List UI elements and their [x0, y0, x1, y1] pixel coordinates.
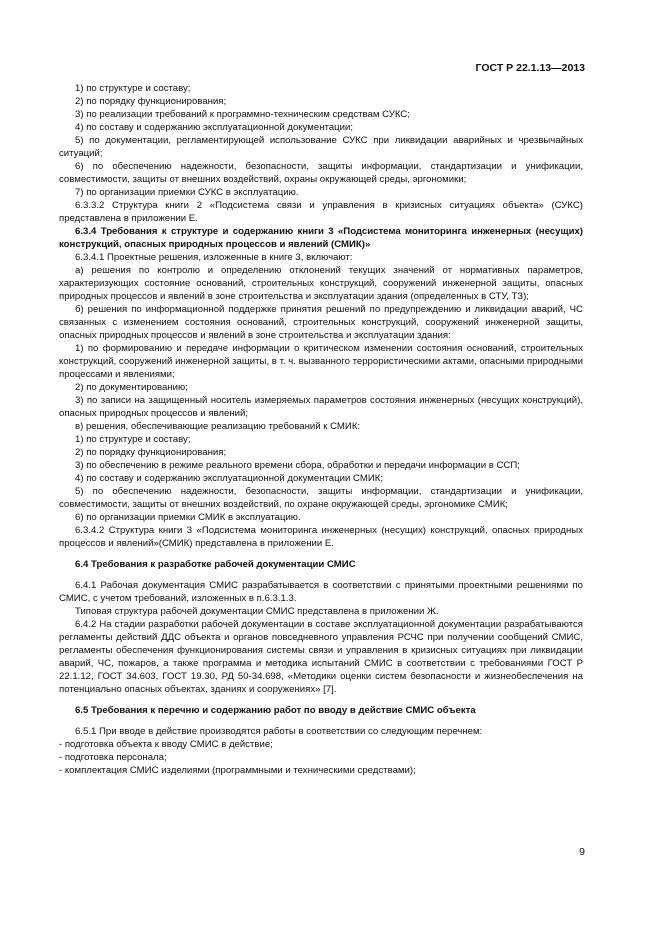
paragraph: а) решения по контролю и определению отклонений текущих значений от нормативных параметров, характеризующих состояние оснований, строительных конструкций, сооружений инженерной защиты, опасных природных процессов и явлений в зоне строительства и эксплуатации здания (определенных в СТУ, ТЗ); — [59, 265, 583, 302]
paragraph: в) решения, обеспечивающие реализацию требований к СМИК: — [75, 421, 361, 432]
list-item: 3) по реализации требований к программно-техническим средствам СУКС; — [75, 109, 410, 120]
list-item: 5) по документации, регламентирующей использование СУКС при ликвидации аварийных и чрезвычайных ситуаций; — [59, 135, 583, 159]
paragraph: 6.3.4.2 Структура книги 3 «Подсистема мониторинга инженерных (несущих) конструкций, опасных природных процессов и явлений»(СМИК) представлена в приложении Е. — [59, 525, 583, 549]
list-item: 4) по составу и содержанию эксплуатационной документации СМИК; — [75, 473, 383, 484]
paragraph: б) решения по информационной поддержке принятия решений по предупреждению и ликвидации аварий, ЧС связанных с изменением состояния оснований, строительных конструкций, сооружений инженерной защиты, опасных природных процессов и явлений в зоне строительства и эксплуатации здания: — [59, 304, 583, 341]
list-item: 6) по организации приемки СМИК в эксплуатацию. — [75, 512, 301, 523]
list-item: - подготовка персонала; — [59, 752, 167, 763]
list-item: 6) по обеспечению надежности, безопасности, защиты информации, стандартизации и унификации, совместимости, защиты от внешних воздействий, охраны окружающей среды, эргономики; — [59, 161, 583, 185]
paragraph: Типовая структура рабочей документации СМИС представлена в приложении Ж. — [75, 606, 439, 617]
list-item: 1) по структуре и составу; — [75, 83, 191, 94]
document-body — [59, 82, 583, 777]
list-item: 2) по документированию; — [75, 382, 188, 393]
section-heading: 6.5 Требования к перечню и содержанию работ по вводу в действие СМИС объекта — [75, 705, 476, 716]
list-item: 3) по обеспечению в режиме реального времени сбора, обработки и передачи информации в ССП; — [75, 460, 520, 471]
list-item: 7) по организации приемки СУКС в эксплуатацию. — [75, 187, 299, 198]
paragraph: 6.4.1 Рабочая документация СМИС разрабатывается в соответствии с принятыми проектными решениями по СМИС, с учетом требований, изложенных в п.6.3.1.3. — [59, 580, 583, 604]
paragraph: 6.5.1 При вводе в действие производятся работы в соответствии со следующим перечнем: — [75, 726, 483, 737]
paragraph: 6.3.3.2 Структура книги 2 «Подсистема связи и управления в кризисных ситуациях объекта» (СУКС) представлена в приложении Е. — [59, 200, 583, 224]
list-item: 1) по формированию и передаче информации о критическом изменении состояния оснований, строительных конструкций, сооружений инженерной защиты, в т. ч. вызванного террористическими актами, опасными природными процессами и явлениями; — [59, 343, 583, 380]
paragraph: 6.3.4.1 Проектные решения, изложенные в книге 3, включают: — [75, 252, 353, 263]
list-item: 1) по структуре и составу; — [75, 434, 191, 445]
page-number: 9 — [579, 846, 585, 858]
list-item: 3) по записи на защищенный носитель измеряемых параметров состояния инженерных (несущих конструкций), опасных природных процессов и явлений; — [59, 395, 583, 419]
section-heading: 6.4 Требования к разработке рабочей документации СМИС — [75, 559, 356, 570]
list-item: - комплектация СМИС изделиями (программными и техническими средствами); — [59, 765, 416, 776]
paragraph: 6.4.2 На стадии разработки рабочей документации в составе эксплуатационной документации разрабатываются регламенты действий ДДС объекта и органов повседневного управления РСЧС при получении сообщений СМИС, регламенты обеспечения функционирования системы связи и управления в кризисных ситуациях при ликвидации аварий, ЧС, пожаров, а также программа и методика испытаний СМИС в соответствии с требованиями ГОСТ Р 22.1.12, ГОСТ 34.603, ГОСТ 19.30, РД 50-34.698, «Методики оценки систем безопасности и жизнеобеспечения на потенциально опасных объектах, зданиях и сооружениях» [7]. — [59, 619, 583, 695]
list-item: 4) по составу и содержанию эксплуатационной документации; — [75, 122, 354, 133]
document-header: ГОСТ Р 22.1.13—2013 — [475, 62, 585, 74]
list-item: 5) по обеспечению надежности, безопасности, защиты информации, стандартизации и унификации, совместимости, защиты от внешних воздействий, по охране окружающей среды, эргономике СМИК; — [59, 486, 583, 510]
list-item: - подготовка объекта к вводу СМИС в действие; — [59, 739, 273, 750]
section-heading: 6.3.4 Требования к структуре и содержанию книги 3 «Подсистема мониторинга инженерных (несущих) конструкций, опасных природных процессов и явлений (СМИК)» — [59, 226, 583, 250]
list-item: 2) по порядку функционирования; — [75, 447, 227, 458]
list-item: 2) по порядку функционирования; — [75, 96, 227, 107]
